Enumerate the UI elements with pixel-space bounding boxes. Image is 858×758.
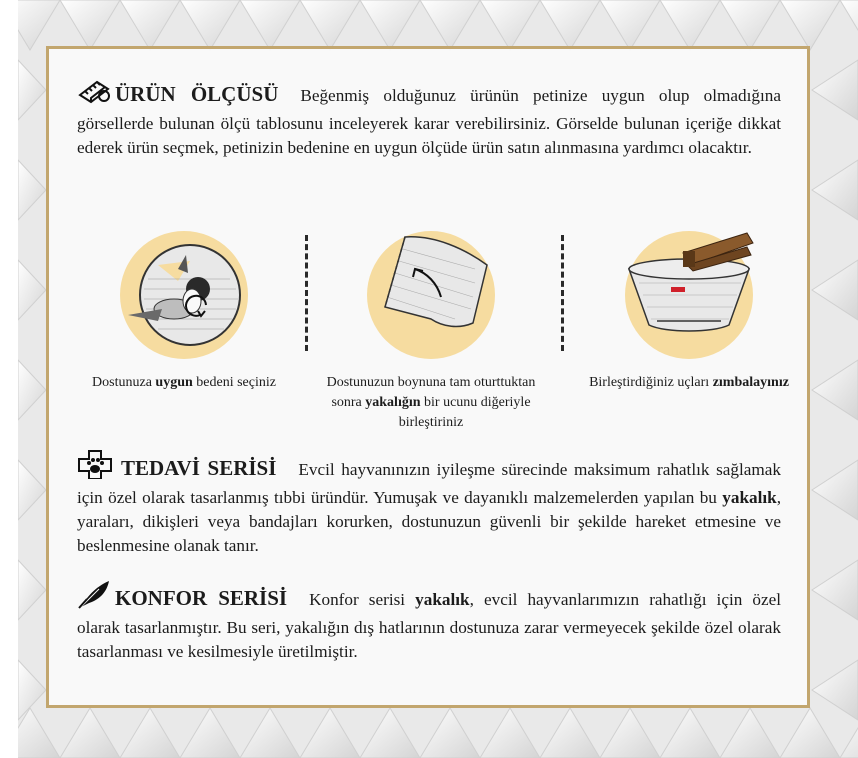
feather-icon [77,579,111,616]
info-panel [46,46,810,708]
step-caption: Dostunuza uygun bedeni seçiniz [92,375,276,390]
steps-row [49,229,807,430]
section-tedavi-serisi [77,449,781,558]
step-1 [64,229,304,393]
paw-cross-icon [77,449,117,486]
left-white-strip [0,0,18,758]
stapler-icon [623,229,755,361]
step-3 [569,229,809,393]
section-body: Konfor serisi yakalık, evcil hayvanlarımızın rahatlığı için özel olarak tasarlanmıştır. Bu seri, yakalığın dış hatlarının dostunuza zarar vermeyecek şekilde özel olarak tasarlanması ve kesilmesiyle üretilmiştir. [77,590,782,661]
dashed-divider [561,235,564,351]
dashed-divider [305,235,308,351]
measuring-tape-icon [77,79,111,112]
step-caption: Dostunuzun boynuna tam oturttuktan sonra yakalığın bir ucunu diğeriyle birleştiriniz [326,375,536,430]
section-urun-olcusu [77,79,781,160]
section-title: ÜRÜN ÖLÇÜSÜ [115,82,279,106]
section-body: Evcil hayvanınızın iyileşme sürecinde maksimum rahatlık sağlamak için özel olarak tasarlanmış tıbbi üründür. Yumuşak ve dayanıklı malzemelerden yapılan bu yakalık, yaraları, dikişleri veya bandajları korurken, dostunuzun güvenli bir şekilde hareket etmesine ve beslenmesine olanak tanır. [77,460,781,555]
section-title: TEDAVİ SERİSİ [121,456,277,480]
step-caption: Birleştirdiğiniz uçları zımbalayınız [589,375,789,390]
section-konfor-serisi [77,579,781,664]
dog-collar-size-icon [118,229,250,361]
section-body: Beğenmiş olduğunuz ürünün petinize uygun olup olmadığına görsellerde bulunan ölçü tablosunu inceleyerek karar verebilirsiniz. Görselde bulunan içeriğe dikkat ederek ürün seçmek, petinizin bedenine en uygun ölçüde ürün satın alınmasına yardımcı olacaktır. [77,86,781,157]
collar-fold-icon [365,229,497,361]
section-title: KONFOR SERİSİ [115,586,288,610]
step-2 [311,229,551,433]
